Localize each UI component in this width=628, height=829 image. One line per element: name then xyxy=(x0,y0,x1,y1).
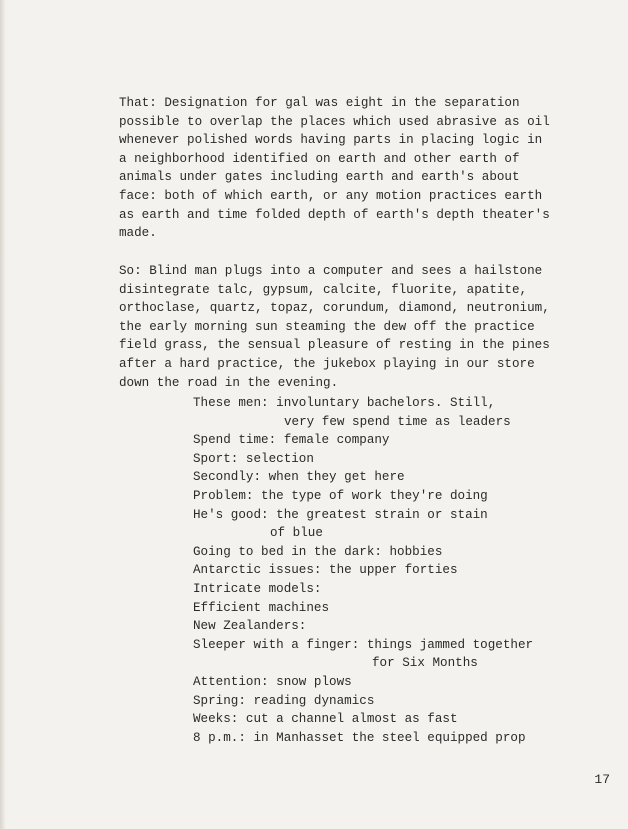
page-edge xyxy=(0,0,6,829)
text-line: orthoclase, quartz, topaz, corundum, diamond, neutronium, xyxy=(119,301,550,316)
text-line: That: Designation for gal was eight in the separation xyxy=(119,96,520,110)
text-line: after a hard practice, the jukebox playing in our store xyxy=(119,356,535,371)
list-item: New Zealanders: xyxy=(193,619,307,634)
text-line: as earth and time folded depth of earth's depth theater's xyxy=(119,207,550,222)
list-item: 8 p.m.: in Manhasset the steel equipped prop xyxy=(193,730,526,745)
list-item: These men: involuntary bachelors. Still, xyxy=(193,396,496,410)
list-item: Sport: selection xyxy=(193,451,314,466)
text-line: possible to overlap the places which used abrasive as oil xyxy=(119,114,550,129)
list-item-continuation: very few spend time as leaders xyxy=(284,414,511,429)
text-line: So: Blind man plugs into a computer and sees a hailstone xyxy=(119,264,543,278)
list-item-continuation: for Six Months xyxy=(372,656,478,671)
list-item: Spend time: female company xyxy=(193,433,390,448)
list-item: Attention: snow plows xyxy=(193,675,352,689)
list-item: Weeks: cut a channel almost as fast xyxy=(193,712,458,727)
text-line: whenever polished words having parts in placing logic in xyxy=(119,133,543,148)
list-item: Sleeper with a finger: things jammed together xyxy=(193,637,534,652)
text-line: a neighborhood identified on earth and other earth of xyxy=(119,151,520,166)
paragraph-that xyxy=(119,94,589,243)
text-line: made. xyxy=(119,226,157,241)
list-item: Going to bed in the dark: hobbies xyxy=(193,544,443,559)
list-item: Spring: reading dynamics xyxy=(193,693,375,708)
list-item: Secondly: when they get here xyxy=(193,470,405,485)
list-item: Intricate models: xyxy=(193,582,322,596)
text-line: the early morning sun steaming the dew off the practice xyxy=(119,319,535,334)
list-item: He's good: the greatest strain or stain xyxy=(193,507,488,522)
text-line: field grass, the sensual pleasure of resting in the pines xyxy=(119,338,550,353)
text-line: animals under gates including earth and earth's about xyxy=(119,170,520,185)
text-line: down the road in the evening. xyxy=(119,375,339,390)
paragraph-so xyxy=(119,262,589,392)
list-item-continuation: of blue xyxy=(270,526,323,541)
page-number: 17 xyxy=(594,772,610,787)
list-item: Antarctic issues: the upper forties xyxy=(193,563,458,578)
text-line: disintegrate talc, gypsum, calcite, fluorite, apatite, xyxy=(119,282,528,297)
text-line: face: both of which earth, or any motion practices earth xyxy=(119,188,543,203)
list-item: Efficient machines xyxy=(193,600,330,615)
list-item: Problem: the type of work they're doing xyxy=(193,489,488,503)
